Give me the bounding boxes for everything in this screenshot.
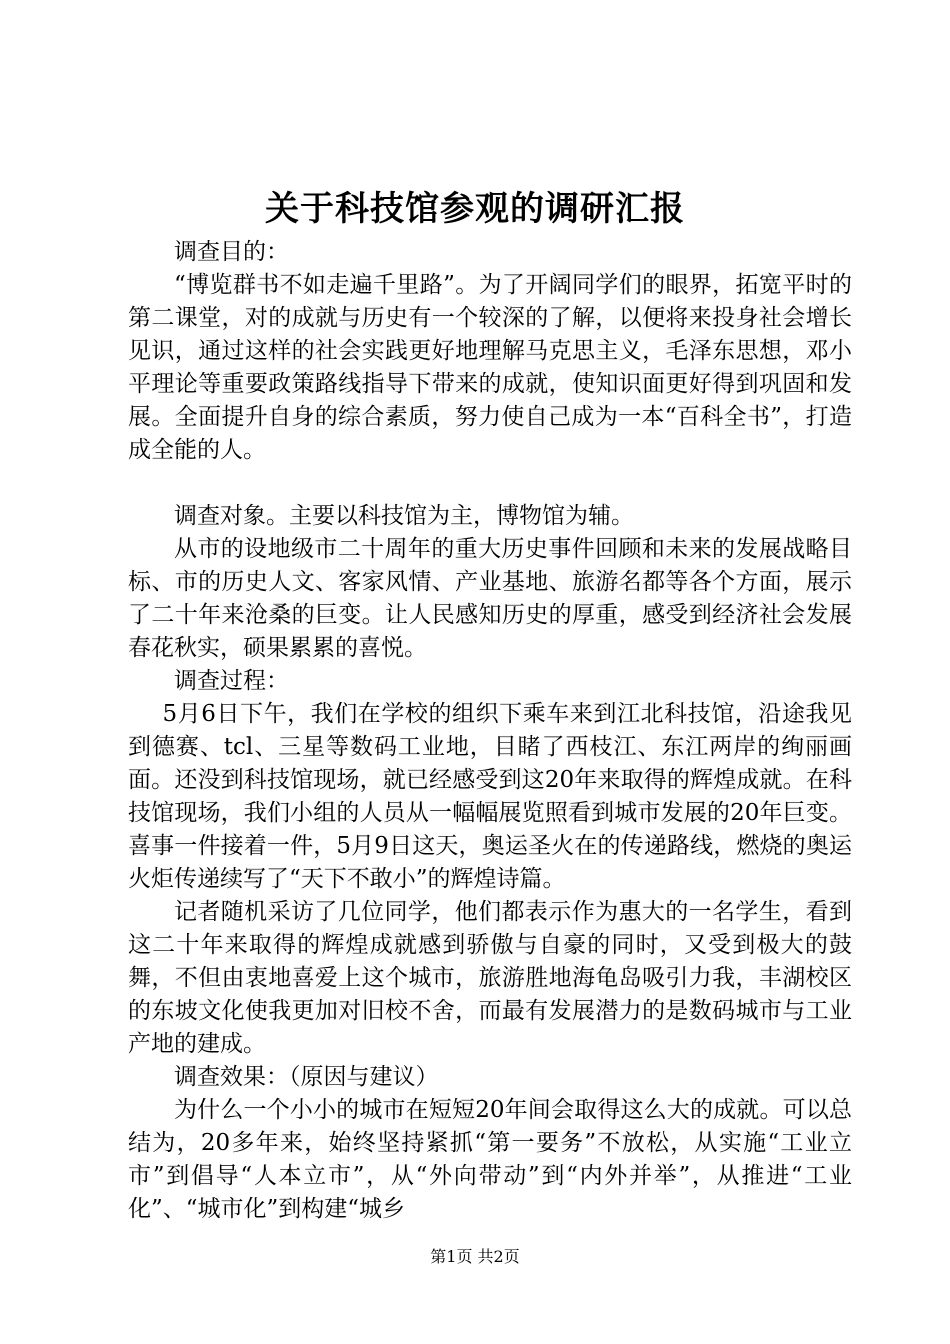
paragraph-subject: 从市的设地级市二十周年的重大历史事件回顾和未来的发展战略目标、市的历史人文、客家风情、产业基地、旅游名都等各个方面，展示了二十年来沧桑的巨变。让人民感知历史的厚重，感受到经济社会发展春花秋实，硕果累累的喜悦。 xyxy=(128,536,852,661)
section-heading-results: 调查效果：（原因与建议） xyxy=(174,1064,439,1090)
paragraph-purpose: “博览群书不如走遍千里路”。为了开阔同学们的眼界，拓宽平时的第二课堂，对的成就与历史有一个较深的了解，以便将来投身社会增长见识，通过这样的社会实践更好地理解马克思主义，毛泽东思想，邓小平理论等重要政策路线指导下带来的成就，使知识面更好得到巩固和发展。全面提升自身的综合素质，努力使自己成为一本“百科全书”，打造成全能的人。 xyxy=(128,272,852,463)
section-heading-process: 调查过程： xyxy=(174,668,289,694)
paragraph-interview: 记者随机采访了几位同学，他们都表示作为惠大的一名学生，看到这二十年来取得的辉煌成就感到骄傲与自豪的同时，又受到极大的鼓舞，不但由衷地喜爱上这个城市，旅游胜地海龟岛吸引力我，丰湖校区的东坡文化使我更加对旧校不舍，而最有发展潜力的是数码城市与工业产地的建成。 xyxy=(128,899,852,1057)
paragraph-results: 为什么一个小小的城市在短短20年间会取得这么大的成就。可以总结为，20多年来，始终坚持紧抓“第一要务”不放松，从实施“工业立市”到倡导“人本立市”，从“外向带动”到“内外并举”，从推进“工业化”、“城市化”到构建“城乡 xyxy=(128,1097,852,1222)
document-title: 关于科技馆参观的调研汇报 xyxy=(265,189,685,229)
section-heading-subject: 调查对象。主要以科技馆为主，博物馆为辅。 xyxy=(174,503,634,529)
document-body xyxy=(128,236,852,1226)
page-footer: 第1页 共2页 xyxy=(430,1247,520,1266)
paragraph-process: 5月6日下午，我们在学校的组织下乘车来到江北科技馆，沿途我见到德赛、tcl、三星等数码工业地，目睹了西枝江、东江两岸的绚丽画面。还没到科技馆现场，就已经感受到这20年来取得的辉煌成就。在科技馆现场，我们小组的人员从一幅幅展览照看到城市发展的20年巨变。喜事一件接着一件，5月9日这天，奥运圣火在的传递路线，燃烧的奥运火炬传递续写了“天下不敢小”的辉煌诗篇。 xyxy=(128,701,852,892)
section-heading-purpose: 调查目的： xyxy=(174,239,289,265)
